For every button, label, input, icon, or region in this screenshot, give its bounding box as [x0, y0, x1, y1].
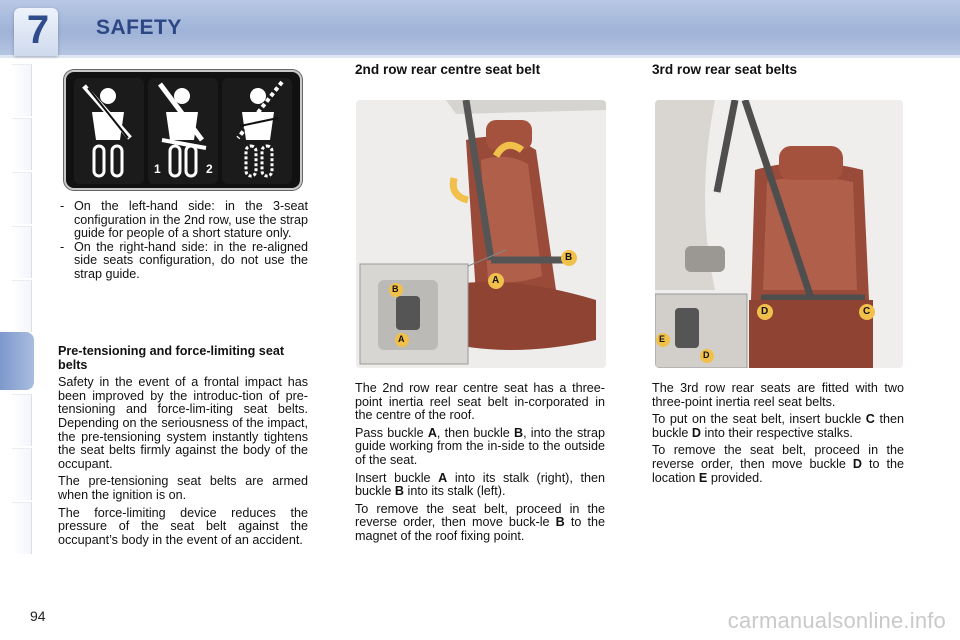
middle-column-text — [355, 382, 605, 548]
label-b: B — [565, 252, 573, 263]
side-tab-3[interactable] — [12, 172, 32, 224]
middle-paragraph-1: The 2nd row rear centre seat has a three-point inertia reel seat belt in-corporated in the centre of the roof. — [355, 381, 605, 423]
pretension-paragraph-2: The pre-tensioning seat belts are armed when the ignition is on. — [58, 474, 308, 502]
side-tab-5[interactable] — [12, 280, 32, 332]
label-a: A — [492, 275, 500, 286]
pretension-paragraph-3: The force-limiting device reduces the pressure of the seat belt against the occupant’s body in the event of an accident. — [58, 505, 308, 547]
bullet-left-hand-side: - On the left-hand side: in the 3-seat configuration in the 2nd row, use the strap guide for people of a short stature only. — [58, 200, 308, 241]
side-tab-safety-active[interactable] — [0, 332, 34, 390]
pictogram-number-2: 2 — [206, 162, 213, 176]
side-chapter-tabs — [0, 64, 34, 576]
side-tab-7[interactable] — [12, 394, 32, 446]
right-paragraph-1: The 3rd row rear seats are fitted with two three-point inertia reel seat belts. — [652, 381, 904, 409]
side-tab-4[interactable] — [12, 226, 32, 278]
inset-label-a: A — [398, 334, 405, 344]
watermark: carmanualsonline.info — [727, 608, 946, 633]
centre-seat-belt-figure — [356, 100, 606, 368]
page-title: SAFETY — [96, 16, 182, 39]
middle-paragraph-3: Insert buckle A into its stalk (right), then buckle B into its stalk (left). — [355, 470, 606, 499]
middle-paragraph-4: To remove the seat belt, proceed in the reverse order, then move buck-le B to the magnet of the roof fixing point. — [355, 501, 605, 543]
bullet-right-hand-side: - On the right-hand side: in the re-aligned side seats configuration, do not use the strap guide. — [58, 241, 308, 282]
right-paragraph-3: To remove the seat belt, proceed in the reverse order, then move buckle D to the location E provided. — [652, 443, 904, 485]
pictogram-panel-3 — [222, 78, 292, 184]
inset-label-e: E — [659, 334, 666, 344]
left-column-pretension — [58, 345, 308, 551]
right-paragraph-2: To put on the seat belt, insert buckle C then buckle D into their respective stalks. — [652, 412, 904, 440]
side-tab-9[interactable] — [12, 502, 32, 554]
middle-heading: 2nd row rear centre seat belt — [355, 62, 541, 77]
strap-guide-pictogram — [64, 70, 302, 190]
right-column-text — [652, 382, 904, 489]
left-column-bullets — [58, 200, 308, 282]
middle-paragraph-2: Pass buckle A, then buckle B, into the strap guide working from the in-side to the outside of the seat. — [355, 425, 605, 467]
side-tab-1[interactable] — [12, 64, 32, 116]
side-tab-8[interactable] — [12, 448, 32, 500]
pictogram-number-1: 1 — [154, 162, 161, 176]
chapter-number: 7 — [26, 8, 50, 52]
inset-label-d: D — [703, 350, 710, 360]
label-d: D — [761, 306, 769, 317]
inset-label-b: B — [392, 284, 399, 294]
pictogram-panel-2 — [148, 78, 218, 184]
pretension-title: Pre-tensioning and force-limiting seat belts — [58, 344, 285, 372]
pretension-paragraph-1: Safety in the event of a frontal impact has been improved by the introduc-tion of pre-tensioning and force-lim-iting seat belts. Depending on the seriousness of the impact, the pre-tensioning system instantly tightens the seat belts firmly against the body of the occupant. — [58, 375, 308, 471]
side-tab-2[interactable] — [12, 118, 32, 170]
pictogram-panel-1 — [74, 78, 144, 184]
label-c: C — [863, 306, 871, 317]
right-heading: 3rd row rear seat belts — [652, 62, 798, 77]
page-number: 94 — [30, 608, 46, 624]
third-row-seat-belt-figure — [655, 100, 903, 368]
